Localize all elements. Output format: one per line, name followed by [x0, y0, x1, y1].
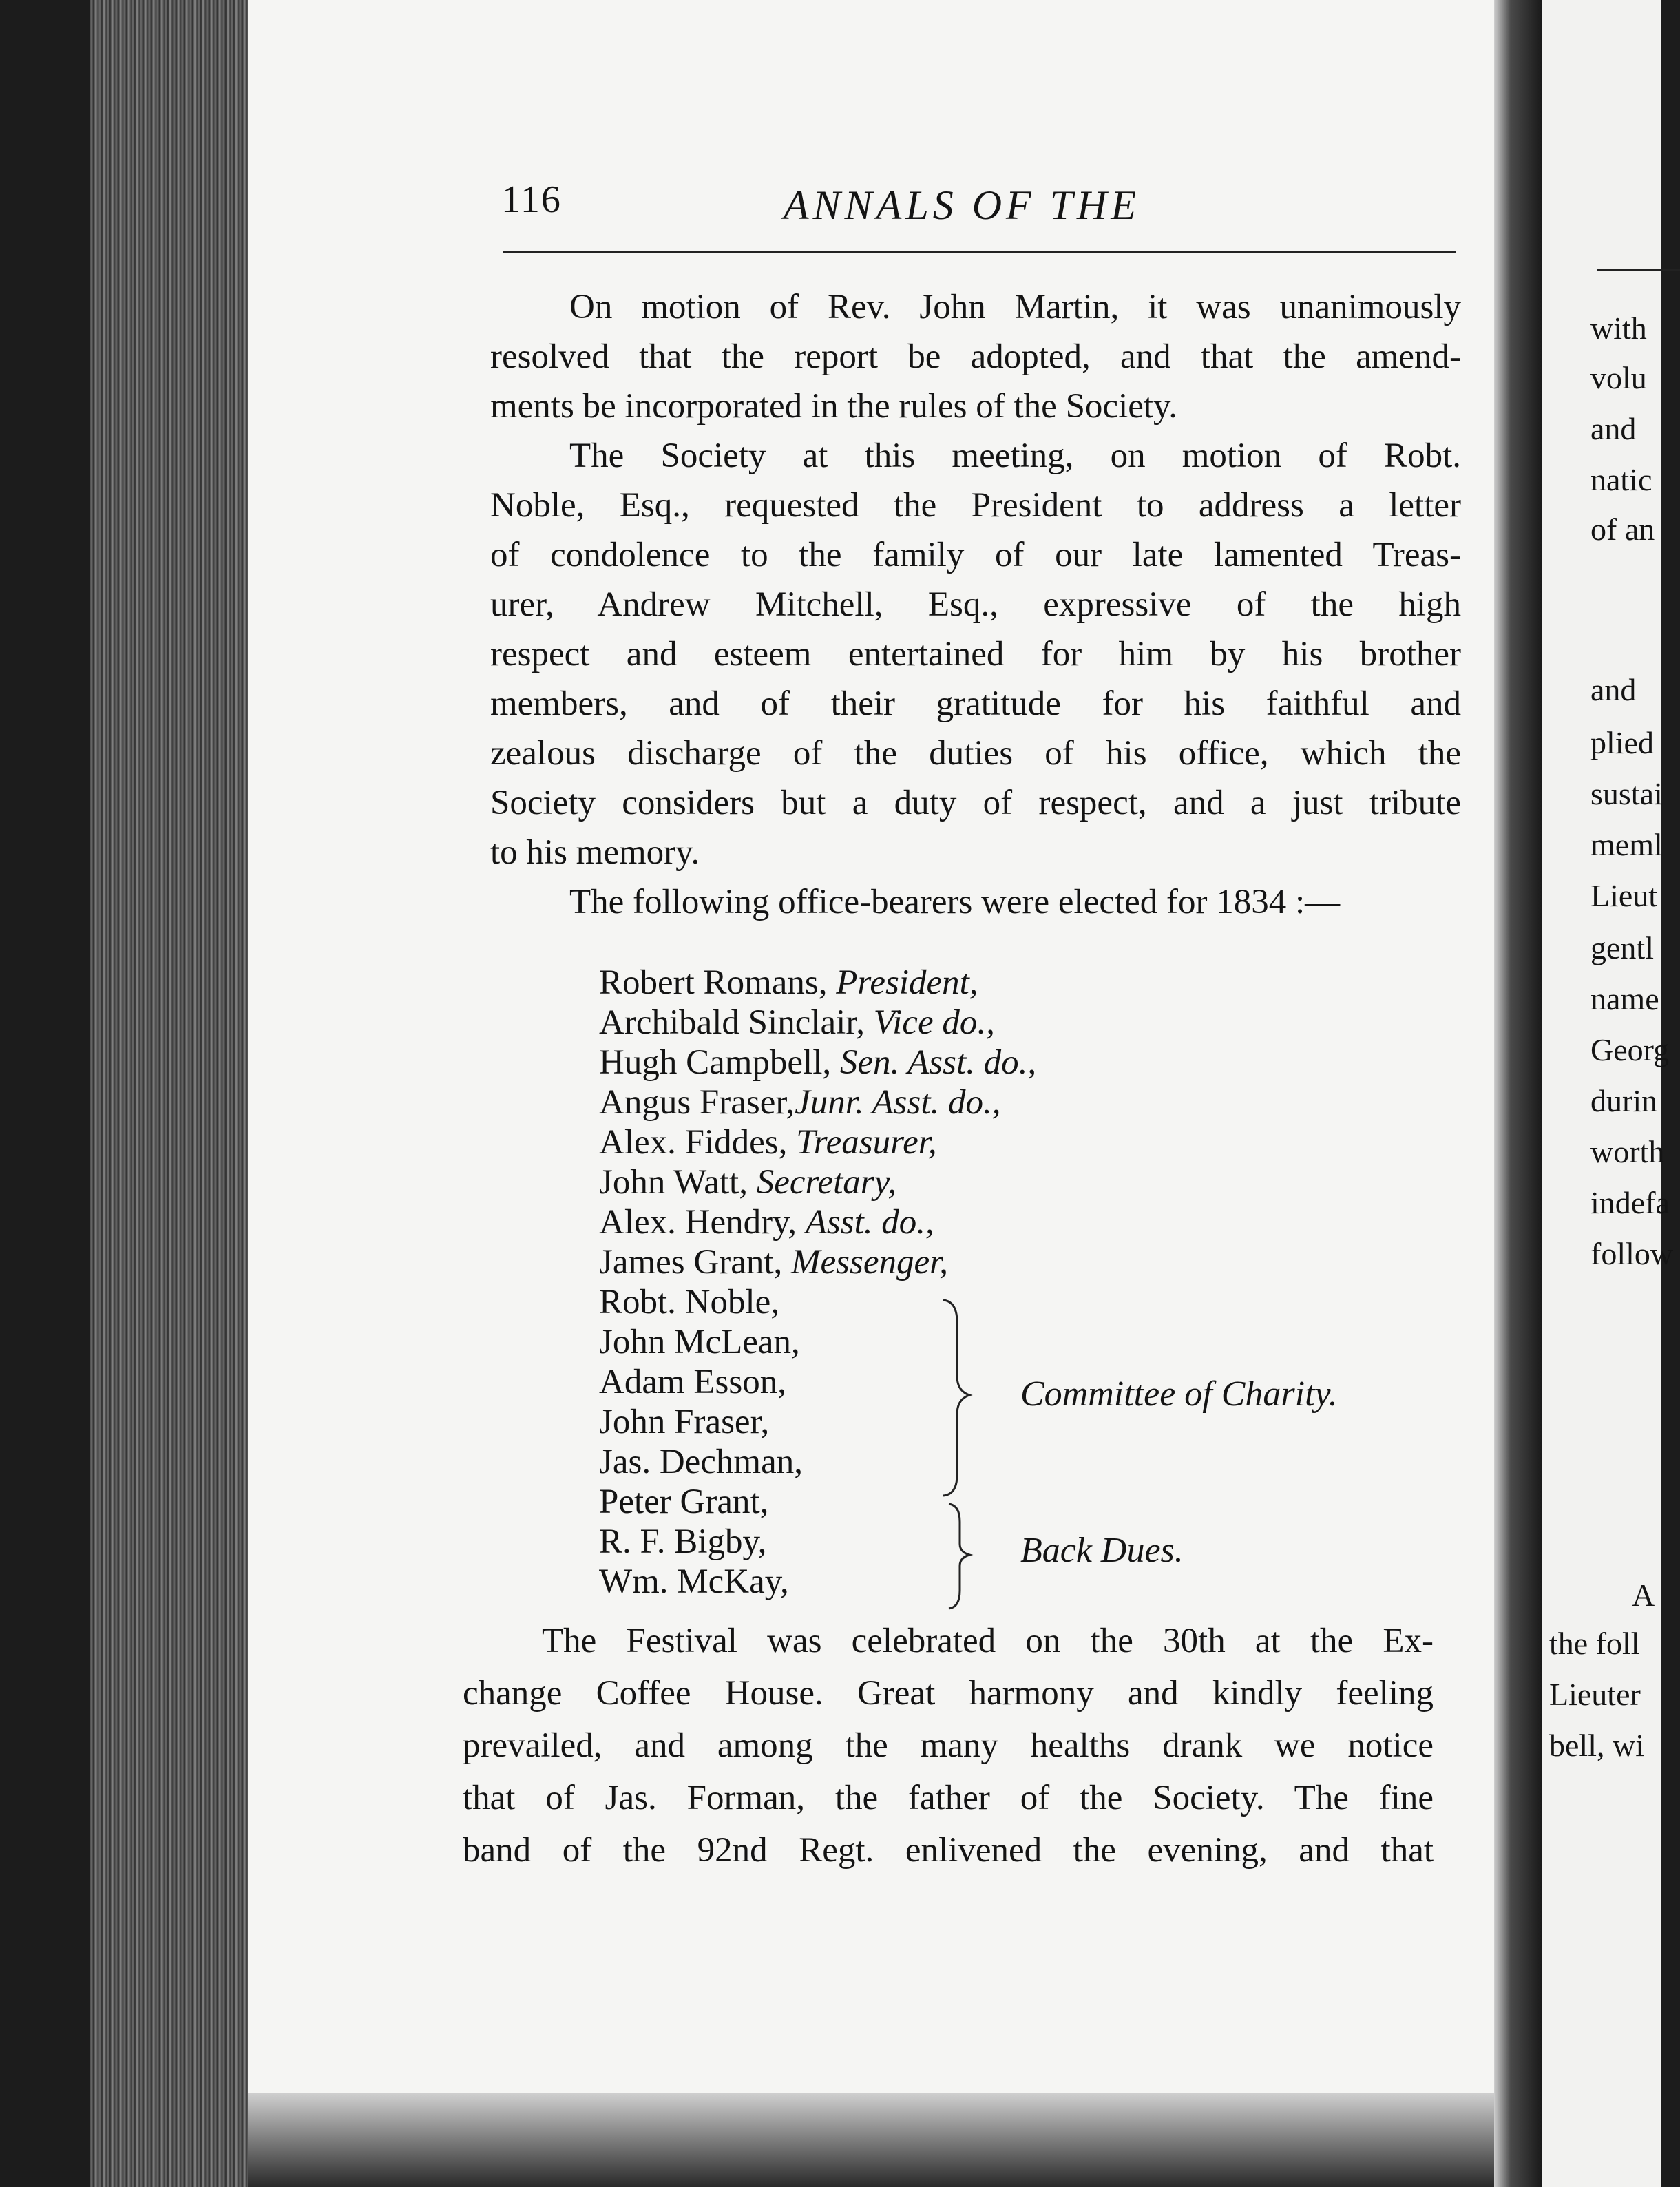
text-line: prevailed, and among the many healths drank we notice: [463, 1726, 1434, 1765]
facing-fragment: worth: [1590, 1134, 1665, 1169]
facing-fragment: with: [1590, 311, 1647, 346]
committee-member: Wm. McKay,: [599, 1562, 789, 1601]
officer-role: Asst. do.,: [805, 1203, 934, 1242]
text-line: of condolence to the family of our late lamented Treas-: [490, 536, 1461, 574]
committee-member: Peter Grant,: [599, 1483, 769, 1521]
facing-fragment: indefa: [1590, 1185, 1670, 1220]
facing-fragment: name: [1590, 981, 1659, 1016]
back-dues-brace-icon: [943, 1501, 978, 1611]
closing-paragraph: [463, 1615, 1434, 1876]
paragraph-election: [490, 877, 1461, 927]
text-line: The Festival was celebrated on the 30th at the Ex-: [542, 1622, 1434, 1660]
body-text: [490, 282, 1461, 927]
committee-member: John Fraser,: [599, 1403, 770, 1441]
text-line: ments be incorporated in the rules of the Society.: [490, 387, 1177, 426]
committee-member: R. F. Bigby,: [599, 1522, 767, 1561]
officer-role: Treasurer,: [796, 1123, 937, 1162]
charity-brace-icon: [936, 1295, 978, 1501]
facing-header-rule: [1597, 269, 1680, 271]
facing-fragment: natic: [1590, 462, 1652, 497]
facing-fragment: plied: [1590, 725, 1654, 760]
back-dues-label: Back Dues.: [1020, 1531, 1184, 1570]
committee-member: Adam Esson,: [599, 1363, 786, 1401]
text-line: On motion of Rev. John Martin, it was unanimously: [569, 288, 1461, 326]
text-line: to his memory.: [490, 833, 700, 872]
paragraph-resolution: [490, 282, 1461, 431]
text-line: Society considers but a duty of respect, and a just tribute: [490, 784, 1461, 822]
text-line: The following office-bearers were elected for 1834 :—: [569, 883, 1341, 921]
running-head: ANNALS OF THE: [784, 182, 1141, 228]
facing-fragment: Lieut: [1590, 878, 1658, 913]
facing-fragment: of an: [1590, 512, 1655, 547]
officer-name: James Grant,: [599, 1243, 792, 1281]
committee-of-charity-label: Committee of Charity.: [1020, 1374, 1338, 1414]
facing-fragment: and: [1590, 411, 1637, 446]
officer-entry: [599, 1003, 1036, 1043]
text-line: change Coffee House. Great harmony and kindly feeling: [463, 1674, 1434, 1713]
officer-entry: [599, 1242, 1036, 1282]
book-gutter: [1494, 0, 1549, 2187]
officer-entry: [599, 1082, 1036, 1122]
page-header: [501, 178, 1458, 240]
officer-entry: [599, 1043, 1036, 1082]
officer-entry: [599, 963, 1036, 1003]
paragraph-condolence: [490, 431, 1461, 877]
facing-fragment: A: [1632, 1578, 1655, 1613]
text-line: band of the 92nd Regt. enlivened the evening, and that: [463, 1831, 1434, 1870]
text-line: resolved that the report be adopted, and that the amend-: [490, 337, 1461, 376]
header-rule: [503, 251, 1456, 253]
officer-role: Messenger,: [791, 1243, 949, 1281]
text-line: urer, Andrew Mitchell, Esq., expressive of the high: [490, 585, 1461, 624]
officer-role: Sen. Asst. do.,: [839, 1043, 1037, 1082]
officer-name: Angus Fraser,: [599, 1083, 795, 1122]
officer-role: President,: [836, 963, 978, 1002]
officer-name: Robert Romans,: [599, 963, 837, 1002]
officer-role: Secretary,: [756, 1163, 897, 1202]
officer-name: John Watt,: [599, 1163, 757, 1202]
facing-fragment: meml: [1590, 827, 1663, 862]
text-line: members, and of their gratitude for his faithful and: [490, 684, 1461, 723]
text-line: respect and esteem entertained for him by his brother: [490, 635, 1461, 673]
officer-entry: [599, 1202, 1036, 1242]
facing-fragment: durin: [1590, 1083, 1658, 1118]
page-bottom-shadow: [248, 2093, 1501, 2187]
text-line: Noble, Esq., requested the President to address a letter: [490, 486, 1461, 525]
officer-name: Alex. Fiddes,: [599, 1123, 797, 1162]
officer-role: Vice do.,: [873, 1003, 995, 1042]
text-line: zealous discharge of the duties of his office, which the: [490, 734, 1461, 773]
facing-page: [1542, 0, 1674, 2187]
officer-name: Hugh Campbell,: [599, 1043, 840, 1082]
officer-name: Alex. Hendry,: [599, 1203, 806, 1242]
page-number: 116: [501, 178, 562, 221]
officer-entry: [599, 1162, 1036, 1202]
facing-fragment: and: [1590, 672, 1637, 707]
officer-name: Archibald Sinclair,: [599, 1003, 874, 1042]
officer-role: Junr. Asst. do.,: [795, 1083, 1001, 1122]
text-line: The Society at this meeting, on motion of Robt.: [569, 437, 1461, 475]
facing-fragment: bell, wi: [1549, 1728, 1644, 1763]
committee-member: Robt. Noble,: [599, 1283, 780, 1321]
facing-fragment: volu: [1590, 360, 1647, 395]
facing-fragment: gentl: [1590, 930, 1654, 965]
facing-fragment: sustai: [1590, 776, 1663, 811]
committee-member: John McLean,: [599, 1323, 800, 1361]
facing-fragment: follow: [1590, 1236, 1674, 1271]
facing-fragment: the foll: [1549, 1626, 1640, 1661]
committee-member: Jas. Dechman,: [599, 1443, 803, 1481]
text-line: that of Jas. Forman, the father of the Society. The fine: [463, 1779, 1434, 1817]
facing-fragment: Georg: [1590, 1032, 1670, 1067]
facing-fragment: Lieuter: [1549, 1677, 1641, 1712]
officer-entry: [599, 1122, 1036, 1162]
